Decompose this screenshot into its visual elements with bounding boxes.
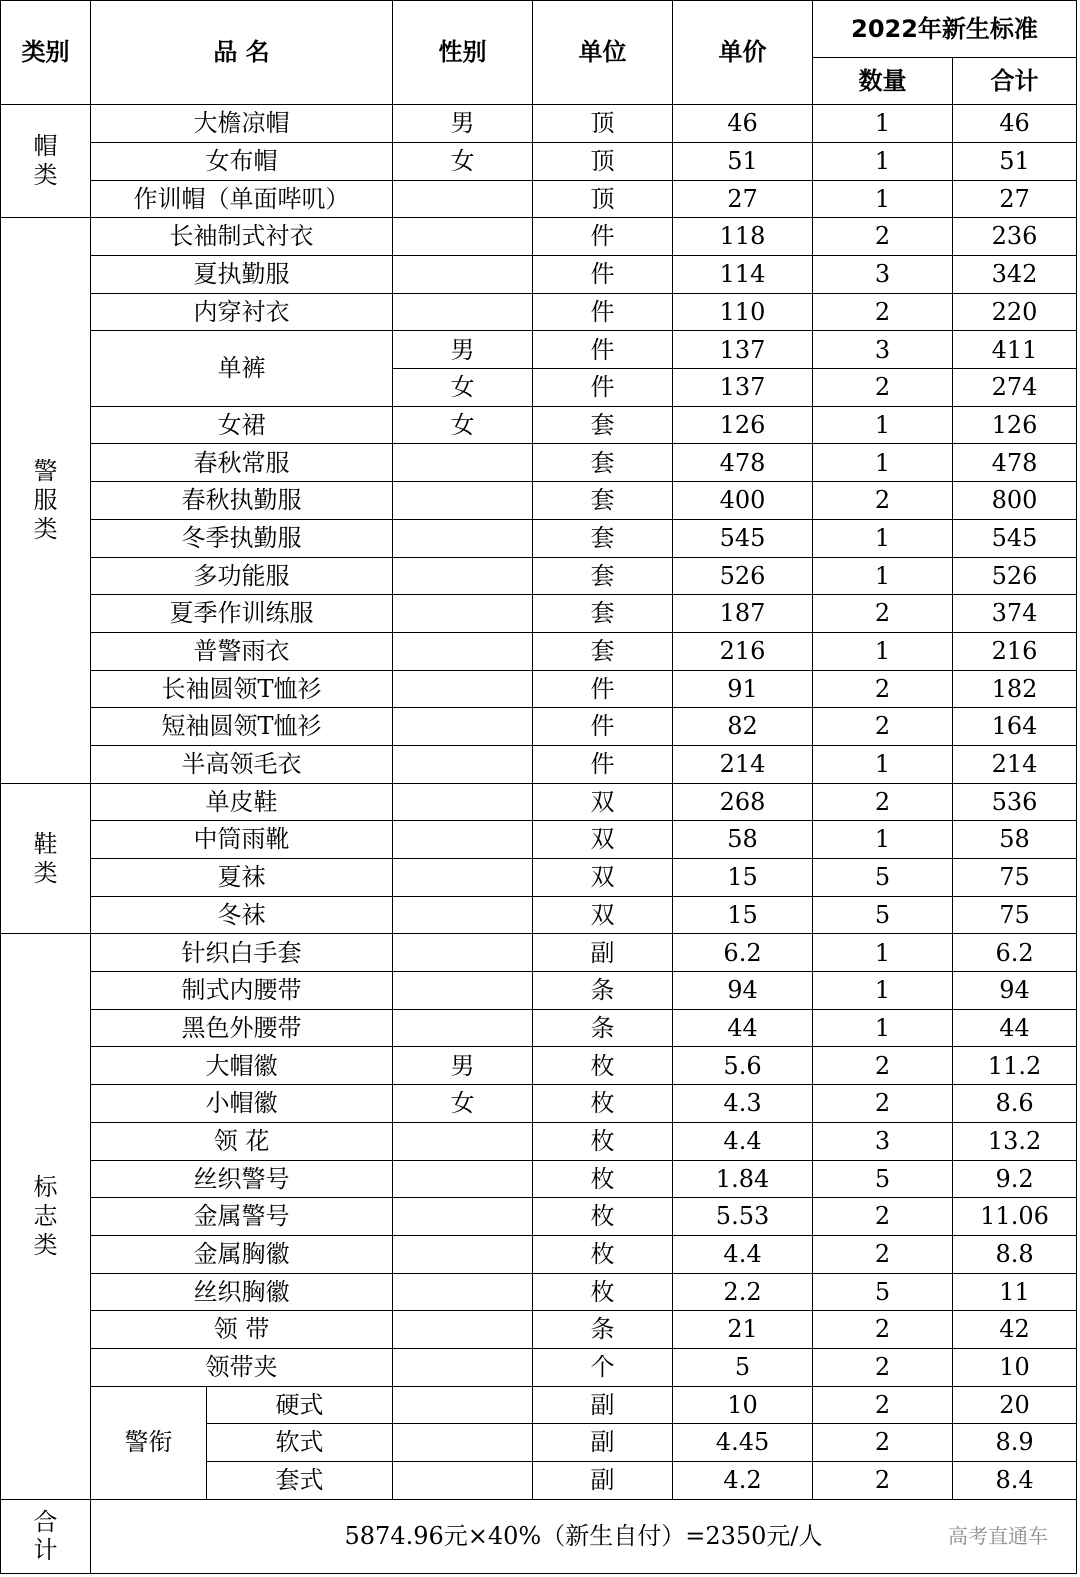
item-qty: 1 [813, 972, 953, 1010]
item-name: 长袖圆领T恤衫 [91, 670, 393, 708]
item-qty: 5 [813, 1160, 953, 1198]
item-price: 15 [673, 896, 813, 934]
table-row [1, 783, 1077, 821]
header-category: 类别 [1, 1, 91, 105]
item-name: 作训帽（单面哔叽） [91, 180, 393, 218]
item-total: 13.2 [953, 1122, 1077, 1160]
item-gender [393, 557, 533, 595]
item-unit: 枚 [533, 1047, 673, 1085]
item-name: 冬袜 [91, 896, 393, 934]
item-gender: 女 [393, 369, 533, 407]
item-qty: 1 [813, 745, 953, 783]
item-gender [393, 1009, 533, 1047]
item-qty: 2 [813, 293, 953, 331]
item-qty: 1 [813, 406, 953, 444]
item-qty: 2 [813, 783, 953, 821]
item-price: 118 [673, 218, 813, 256]
item-total: 214 [953, 745, 1077, 783]
item-price: 4.3 [673, 1085, 813, 1123]
item-name: 普警雨衣 [91, 632, 393, 670]
item-qty: 2 [813, 1198, 953, 1236]
item-unit: 枚 [533, 1122, 673, 1160]
item-gender [393, 1273, 533, 1311]
table-row [1, 331, 1077, 369]
item-gender [393, 632, 533, 670]
table-row [1, 708, 1077, 746]
item-price: 27 [673, 180, 813, 218]
item-gender [393, 972, 533, 1010]
item-total: 75 [953, 859, 1077, 897]
item-qty: 2 [813, 1311, 953, 1349]
table-row [1, 1348, 1077, 1386]
item-gender [393, 708, 533, 746]
item-qty: 5 [813, 1273, 953, 1311]
header-name: 品 名 [91, 1, 393, 105]
item-unit: 条 [533, 1009, 673, 1047]
item-price: 478 [673, 444, 813, 482]
item-unit: 件 [533, 670, 673, 708]
table-row [1, 557, 1077, 595]
item-total: 51 [953, 142, 1077, 180]
item-name: 中筒雨靴 [91, 821, 393, 859]
item-price: 187 [673, 595, 813, 633]
item-unit: 枚 [533, 1198, 673, 1236]
item-price: 137 [673, 369, 813, 407]
item-total: 27 [953, 180, 1077, 218]
table-row [1, 595, 1077, 633]
item-total: 220 [953, 293, 1077, 331]
table-row [1, 256, 1077, 294]
item-unit: 个 [533, 1348, 673, 1386]
item-unit: 套 [533, 595, 673, 633]
item-unit: 套 [533, 519, 673, 557]
item-unit: 件 [533, 331, 673, 369]
item-total: 9.2 [953, 1160, 1077, 1198]
item-qty: 2 [813, 1386, 953, 1424]
table-row [1, 1311, 1077, 1349]
item-total: 545 [953, 519, 1077, 557]
item-qty: 1 [813, 821, 953, 859]
item-qty: 5 [813, 859, 953, 897]
footer-row [1, 1499, 1077, 1573]
item-qty: 3 [813, 331, 953, 369]
table-row [1, 670, 1077, 708]
item-price: 46 [673, 105, 813, 143]
item-qty: 2 [813, 1424, 953, 1462]
item-unit: 枚 [533, 1235, 673, 1273]
item-total: 536 [953, 783, 1077, 821]
table-row [1, 859, 1077, 897]
item-total: 20 [953, 1386, 1077, 1424]
item-unit: 件 [533, 369, 673, 407]
table-row [1, 1273, 1077, 1311]
item-qty: 1 [813, 519, 953, 557]
item-gender [393, 896, 533, 934]
category-cell [1, 105, 91, 218]
item-qty: 1 [813, 180, 953, 218]
footer-label: 合计 [33, 1507, 58, 1565]
item-unit: 双 [533, 859, 673, 897]
item-price: 10 [673, 1386, 813, 1424]
item-gender [393, 595, 533, 633]
item-gender [393, 1198, 533, 1236]
item-name: 领 花 [91, 1122, 393, 1160]
item-qty: 3 [813, 1122, 953, 1160]
item-total: 8.4 [953, 1462, 1077, 1500]
item-unit: 顶 [533, 142, 673, 180]
item-total: 6.2 [953, 934, 1077, 972]
item-name: 领 带 [91, 1311, 393, 1349]
item-total: 8.8 [953, 1235, 1077, 1273]
item-name: 套式 [207, 1462, 393, 1500]
item-qty: 2 [813, 670, 953, 708]
item-price: 58 [673, 821, 813, 859]
footer-total-cell [91, 1499, 1077, 1573]
item-name: 金属警号 [91, 1198, 393, 1236]
item-name: 黑色外腰带 [91, 1009, 393, 1047]
item-qty: 2 [813, 595, 953, 633]
table-row [1, 1386, 1077, 1424]
item-name: 软式 [207, 1424, 393, 1462]
badge-group-label: 警衔 [91, 1386, 207, 1499]
item-gender [393, 745, 533, 783]
table-row [1, 105, 1077, 143]
item-gender [393, 1235, 533, 1273]
item-name: 制式内腰带 [91, 972, 393, 1010]
item-name: 女布帽 [91, 142, 393, 180]
item-gender [393, 821, 533, 859]
item-gender [393, 293, 533, 331]
item-gender [393, 783, 533, 821]
item-unit: 条 [533, 1311, 673, 1349]
category-cell [1, 218, 91, 783]
item-name: 领带夹 [91, 1348, 393, 1386]
item-qty: 1 [813, 632, 953, 670]
item-qty: 2 [813, 482, 953, 520]
item-price: 526 [673, 557, 813, 595]
item-qty: 2 [813, 1235, 953, 1273]
item-total: 274 [953, 369, 1077, 407]
table-row [1, 1085, 1077, 1123]
item-gender [393, 180, 533, 218]
item-total: 164 [953, 708, 1077, 746]
item-total: 374 [953, 595, 1077, 633]
table-row [1, 745, 1077, 783]
header-gender: 性别 [393, 1, 533, 105]
item-name: 针织白手套 [91, 934, 393, 972]
item-total: 8.9 [953, 1424, 1077, 1462]
item-gender [393, 1424, 533, 1462]
item-qty: 1 [813, 444, 953, 482]
item-unit: 双 [533, 896, 673, 934]
item-unit: 副 [533, 1424, 673, 1462]
item-price: 82 [673, 708, 813, 746]
item-total: 94 [953, 972, 1077, 1010]
item-unit: 套 [533, 406, 673, 444]
table-row [1, 896, 1077, 934]
item-total: 8.6 [953, 1085, 1077, 1123]
item-unit: 副 [533, 1462, 673, 1500]
item-name: 冬季执勤服 [91, 519, 393, 557]
item-name: 夏执勤服 [91, 256, 393, 294]
item-price: 400 [673, 482, 813, 520]
item-total: 11 [953, 1273, 1077, 1311]
item-name: 半高领毛衣 [91, 745, 393, 783]
item-name: 大檐凉帽 [91, 105, 393, 143]
footer-total-text: 5874.96元×40%（新生自付）=2350元/人 [344, 1522, 823, 1551]
item-gender [393, 1122, 533, 1160]
item-total: 236 [953, 218, 1077, 256]
item-gender: 女 [393, 406, 533, 444]
item-total: 44 [953, 1009, 1077, 1047]
item-price: 94 [673, 972, 813, 1010]
item-gender [393, 1386, 533, 1424]
item-name: 大帽徽 [91, 1047, 393, 1085]
item-price: 545 [673, 519, 813, 557]
item-total: 11.06 [953, 1198, 1077, 1236]
item-qty: 2 [813, 1085, 953, 1123]
item-gender [393, 670, 533, 708]
item-total: 216 [953, 632, 1077, 670]
item-name: 长袖制式衬衣 [91, 218, 393, 256]
item-unit: 套 [533, 444, 673, 482]
table-row [1, 444, 1077, 482]
item-gender [393, 519, 533, 557]
item-unit: 件 [533, 256, 673, 294]
item-qty: 5 [813, 896, 953, 934]
header-qty: 数量 [813, 58, 953, 105]
item-unit: 副 [533, 934, 673, 972]
item-unit: 副 [533, 1386, 673, 1424]
item-name: 夏袜 [91, 859, 393, 897]
header-total: 合计 [953, 58, 1077, 105]
item-name: 夏季作训练服 [91, 595, 393, 633]
table-row [1, 821, 1077, 859]
item-name: 女裙 [91, 406, 393, 444]
item-unit: 条 [533, 972, 673, 1010]
table-row [1, 1009, 1077, 1047]
item-price: 214 [673, 745, 813, 783]
item-qty: 2 [813, 708, 953, 746]
item-gender: 男 [393, 1047, 533, 1085]
item-name: 小帽徽 [91, 1085, 393, 1123]
item-gender [393, 859, 533, 897]
header-unit: 单位 [533, 1, 673, 105]
item-price: 15 [673, 859, 813, 897]
item-gender [393, 1160, 533, 1198]
category-label: 标志类 [33, 1173, 58, 1259]
item-unit: 件 [533, 708, 673, 746]
item-price: 21 [673, 1311, 813, 1349]
item-qty: 1 [813, 142, 953, 180]
table-row [1, 406, 1077, 444]
item-unit: 套 [533, 482, 673, 520]
category-label: 警服类 [33, 457, 58, 543]
item-unit: 双 [533, 783, 673, 821]
table-row [1, 1235, 1077, 1273]
item-gender: 男 [393, 105, 533, 143]
item-name: 金属胸徽 [91, 1235, 393, 1273]
category-cell [1, 783, 91, 934]
item-qty: 1 [813, 1009, 953, 1047]
item-total: 526 [953, 557, 1077, 595]
item-price: 1.84 [673, 1160, 813, 1198]
category-label: 鞋类 [33, 829, 58, 887]
item-name: 春秋执勤服 [91, 482, 393, 520]
item-unit: 枚 [533, 1085, 673, 1123]
item-name: 硬式 [207, 1386, 393, 1424]
header-standard-group: 2022年新生标准 [813, 1, 1077, 58]
item-price: 110 [673, 293, 813, 331]
table-row [1, 1198, 1077, 1236]
table-row [1, 293, 1077, 331]
item-name: 短袖圆领T恤衫 [91, 708, 393, 746]
item-qty: 2 [813, 1462, 953, 1500]
item-price: 5.53 [673, 1198, 813, 1236]
item-qty: 1 [813, 557, 953, 595]
item-qty: 2 [813, 218, 953, 256]
item-gender: 女 [393, 142, 533, 180]
item-name: 春秋常服 [91, 444, 393, 482]
item-unit: 套 [533, 632, 673, 670]
item-price: 4.4 [673, 1235, 813, 1273]
item-total: 11.2 [953, 1047, 1077, 1085]
item-unit: 件 [533, 218, 673, 256]
table-row [1, 218, 1077, 256]
item-name: 多功能服 [91, 557, 393, 595]
item-price: 5 [673, 1348, 813, 1386]
item-price: 91 [673, 670, 813, 708]
item-gender [393, 1311, 533, 1349]
item-price: 268 [673, 783, 813, 821]
item-qty: 3 [813, 256, 953, 294]
header-price: 单价 [673, 1, 813, 105]
item-unit: 枚 [533, 1273, 673, 1311]
item-unit: 顶 [533, 105, 673, 143]
item-price: 2.2 [673, 1273, 813, 1311]
item-name: 单裤 [91, 331, 393, 406]
item-unit: 件 [533, 293, 673, 331]
item-gender [393, 482, 533, 520]
item-price: 6.2 [673, 934, 813, 972]
table-row [1, 934, 1077, 972]
item-gender [393, 934, 533, 972]
item-unit: 枚 [533, 1160, 673, 1198]
watermark: 高考直通车 [948, 1524, 1049, 1549]
item-price: 51 [673, 142, 813, 180]
item-price: 126 [673, 406, 813, 444]
item-gender [393, 444, 533, 482]
table-row [1, 1160, 1077, 1198]
item-gender [393, 1462, 533, 1500]
item-unit: 套 [533, 557, 673, 595]
item-total: 10 [953, 1348, 1077, 1386]
item-price: 5.6 [673, 1047, 813, 1085]
item-total: 182 [953, 670, 1077, 708]
item-total: 478 [953, 444, 1077, 482]
item-name: 丝织胸徽 [91, 1273, 393, 1311]
category-label: 帽类 [33, 132, 58, 190]
item-qty: 2 [813, 1047, 953, 1085]
item-price: 4.45 [673, 1424, 813, 1462]
item-total: 126 [953, 406, 1077, 444]
item-total: 42 [953, 1311, 1077, 1349]
item-price: 4.4 [673, 1122, 813, 1160]
item-price: 4.2 [673, 1462, 813, 1500]
item-total: 800 [953, 482, 1077, 520]
item-gender [393, 256, 533, 294]
item-qty: 1 [813, 934, 953, 972]
item-total: 342 [953, 256, 1077, 294]
table-row [1, 972, 1077, 1010]
item-total: 58 [953, 821, 1077, 859]
table-row [1, 1047, 1077, 1085]
footer-label-cell [1, 1499, 91, 1573]
item-price: 137 [673, 331, 813, 369]
item-unit: 件 [533, 745, 673, 783]
item-price: 216 [673, 632, 813, 670]
item-gender: 男 [393, 331, 533, 369]
item-gender: 女 [393, 1085, 533, 1123]
table-row [1, 180, 1077, 218]
table-row [1, 482, 1077, 520]
table-row [1, 632, 1077, 670]
item-qty: 2 [813, 369, 953, 407]
item-unit: 双 [533, 821, 673, 859]
header-row [1, 1, 1077, 58]
table-row [1, 142, 1077, 180]
item-qty: 1 [813, 105, 953, 143]
item-gender [393, 1348, 533, 1386]
item-unit: 顶 [533, 180, 673, 218]
table-row [1, 1122, 1077, 1160]
item-total: 46 [953, 105, 1077, 143]
item-name: 内穿衬衣 [91, 293, 393, 331]
item-gender [393, 218, 533, 256]
item-qty: 2 [813, 1348, 953, 1386]
item-price: 44 [673, 1009, 813, 1047]
item-price: 114 [673, 256, 813, 294]
item-total: 411 [953, 331, 1077, 369]
category-cell [1, 934, 91, 1499]
item-name: 丝织警号 [91, 1160, 393, 1198]
item-name: 单皮鞋 [91, 783, 393, 821]
item-total: 75 [953, 896, 1077, 934]
table-row [1, 519, 1077, 557]
